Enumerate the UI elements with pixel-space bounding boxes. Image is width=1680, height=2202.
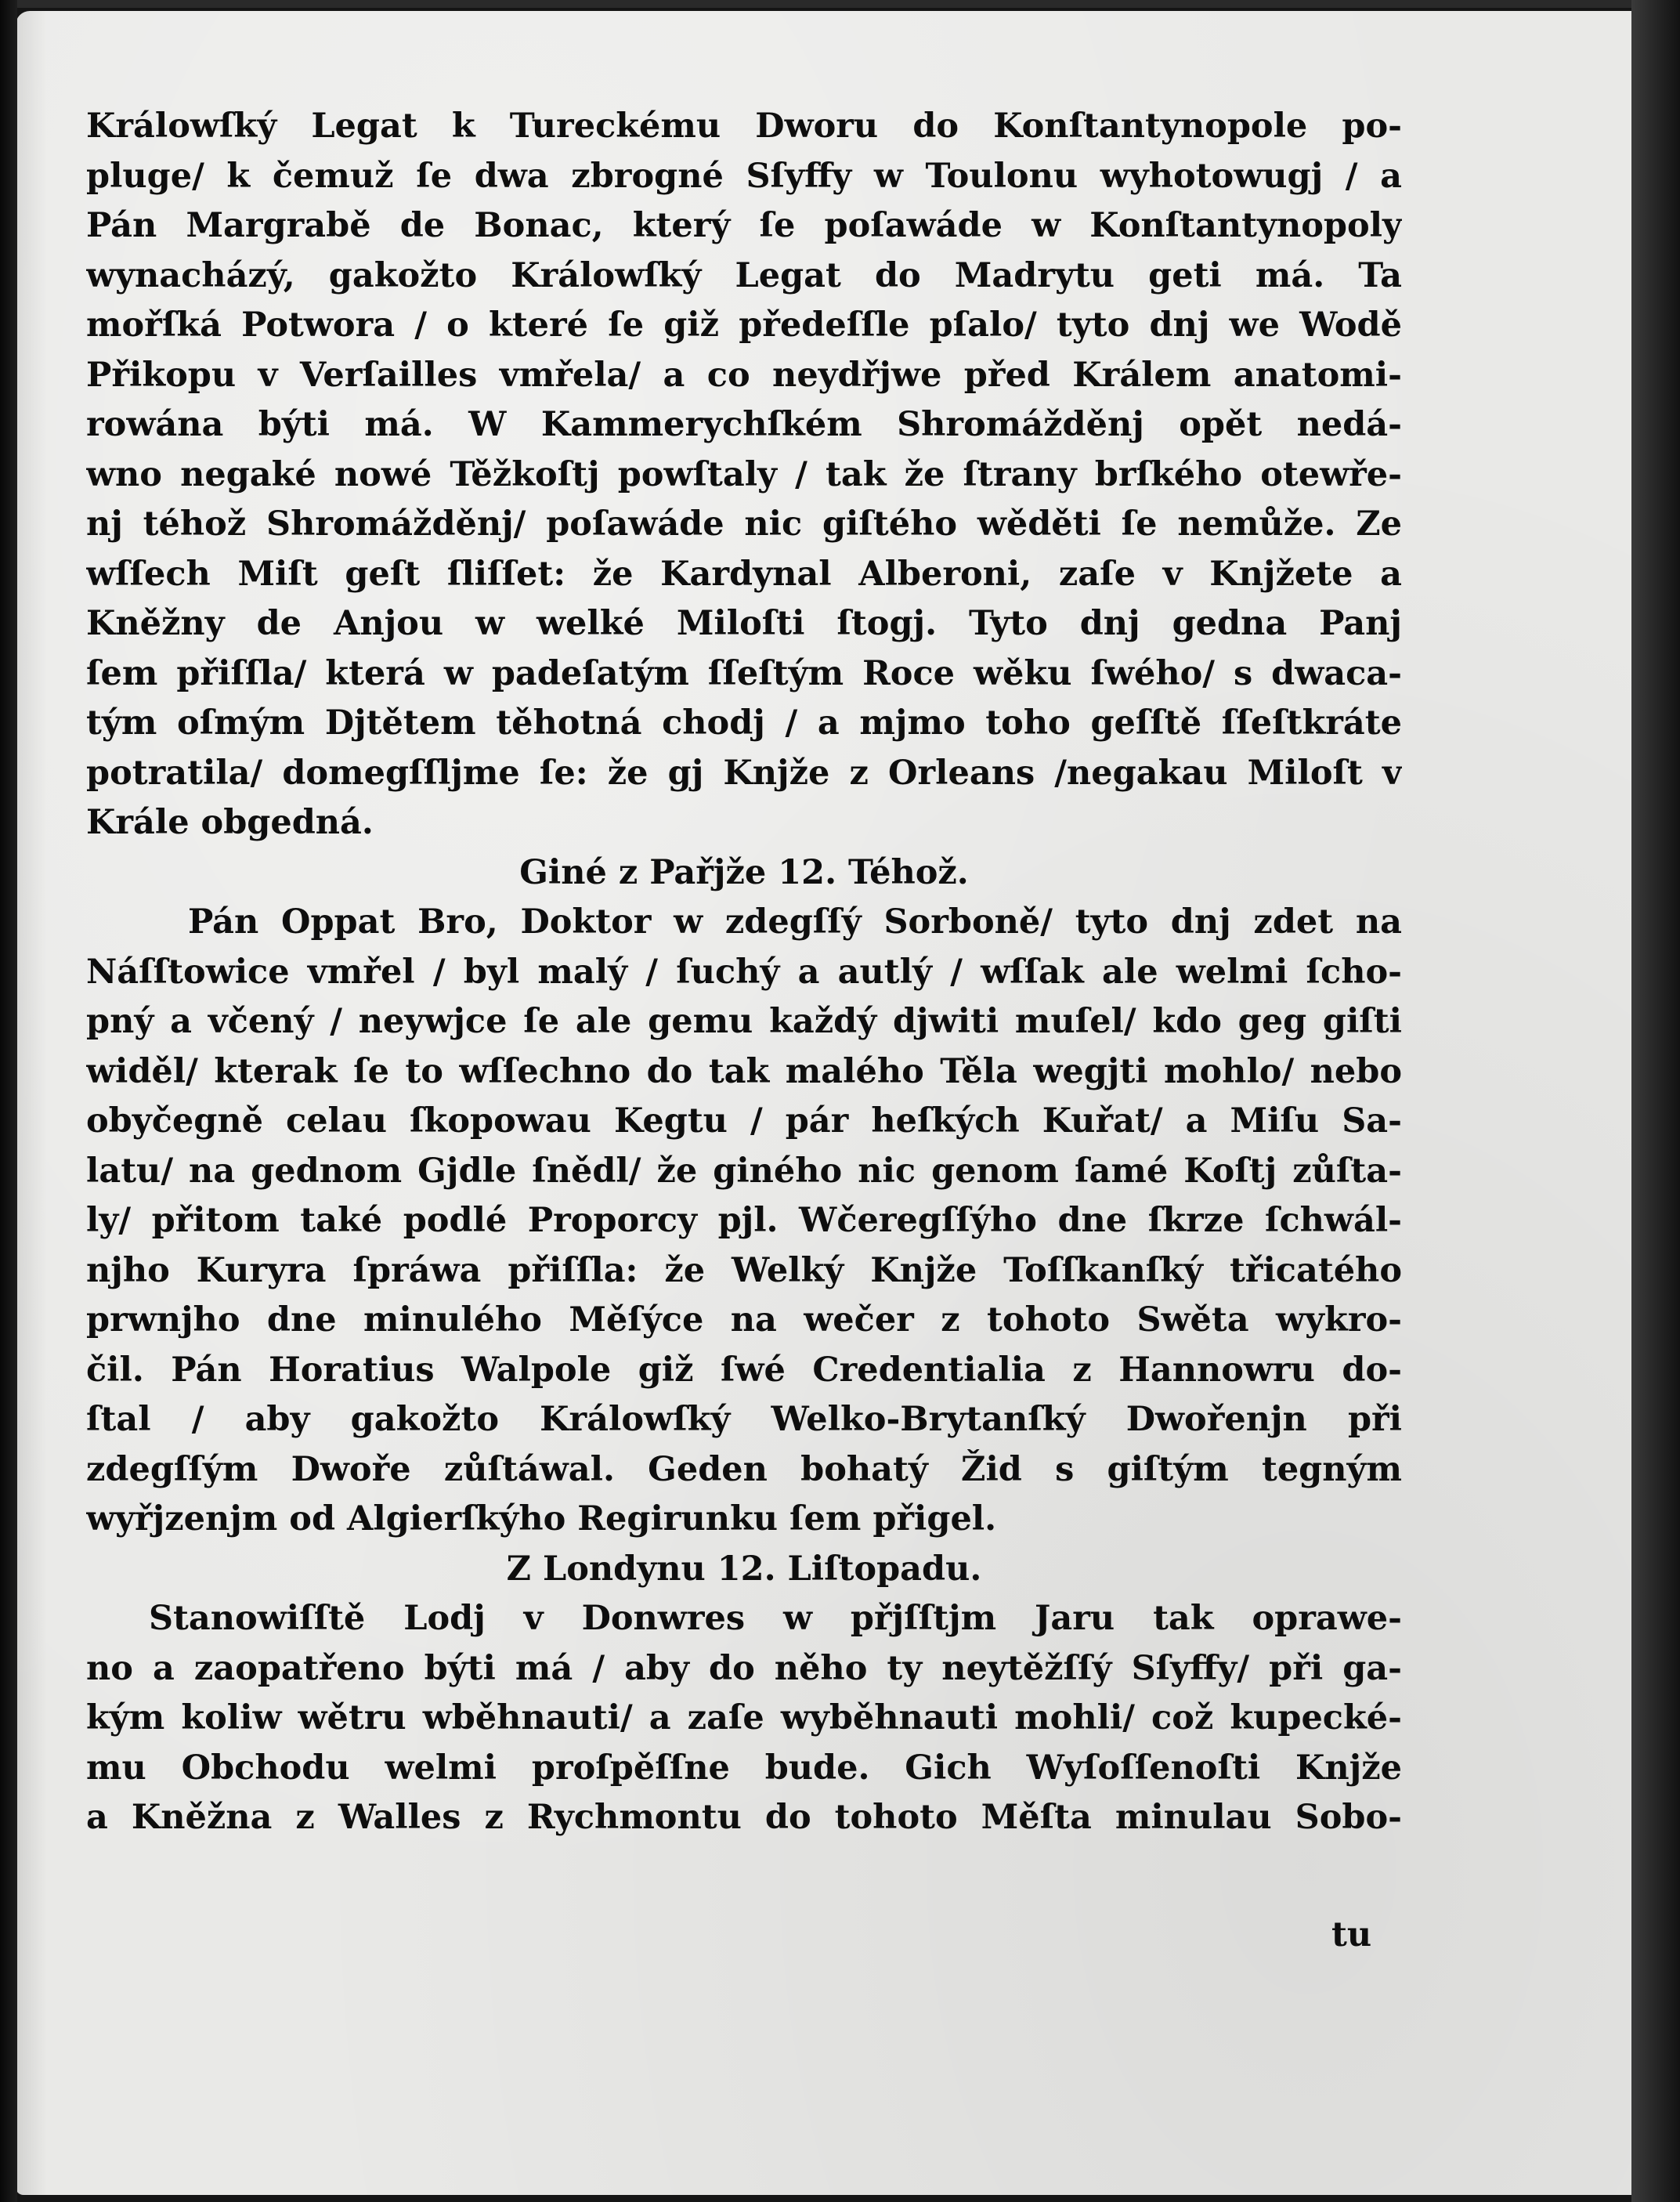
book-spine-edge <box>0 0 17 2202</box>
text-line: wno negaké nowé Těžkoſtj powſtaly / tak že ſtrany brſkého otewře- <box>86 454 1402 494</box>
text-line: kým koliw wětru wběhnauti/ a zaſe wyběhnauti mohli/ což kupecké- <box>86 1698 1402 1737</box>
catchword: tu <box>1331 1915 1372 1954</box>
text-line: widěl/ kterak ſe to wſſechno do tak malého Těla wegjti mohlo/ nebo <box>86 1051 1402 1091</box>
text-line: rowána býti má. W Kammerychſkém Shromážděnj opět nedá- <box>86 405 1402 444</box>
text-line: mořſká Potwora / o které ſe giž předeſſle pſalo/ tyto dnj we Wodě <box>86 306 1402 345</box>
section-heading-london: Z Londynu 12. Liſtopadu. <box>506 1549 982 1589</box>
text-line: obyčegně celau ſkopowau Kegtu / pár heſkých Kuřat/ a Miſu Sa- <box>86 1101 1402 1141</box>
text-line: pný a včený / neywjce ſe ale gemu každý djwiti muſel/ kdo geg giſti <box>86 1002 1402 1041</box>
text-line: nj téhož Shromážděnj/ poſawáde nic giſtého wěděti ſe nemůže. Ze <box>86 504 1402 544</box>
top-edge <box>0 0 1680 8</box>
text-line: mu Obchodu welmi proſpěſſne bude. Gich Wyſoſſenoſti Knjže <box>86 1748 1402 1788</box>
text-line: Přikopu v Verſailles vmřela/ a co neydřjwe před Králem anatomi- <box>86 355 1402 395</box>
text-line: Pán Oppat Bro, Doktor w zdegſſý Sorboně/ tyto dnj zdet na <box>188 902 1402 942</box>
text-line: čil. Pán Horatius Walpole giž ſwé Credentialia z Hannowru do- <box>86 1350 1402 1390</box>
text-line: Pán Margrabě de Bonac, který ſe poſawáde w Konſtantynopoly <box>86 206 1402 245</box>
text-line: wyřjzenjm od Algierſkýho Regirunku ſem přigel. <box>86 1499 997 1539</box>
right-page-shadow <box>1631 0 1680 2202</box>
text-line: Králowſký Legat k Tureckému Dworu do Konſtantynopole po- <box>86 107 1402 146</box>
text-line: wynacházý, gakožto Králowſký Legat do Madrytu geti má. Ta <box>86 255 1402 295</box>
text-line: prwnjho dne minulého Měſýce na wečer z tohoto Swěta wykro- <box>86 1300 1402 1340</box>
text-line: Kněžny de Anjou w welké Miloſti ſtogj. Tyto dnj gedna Panj <box>86 604 1402 643</box>
text-line: latu/ na gednom Gjdle ſnědl/ že giného nic genom ſamé Koſtj zůſta- <box>86 1151 1402 1191</box>
text-line: potratila/ domegſſljme ſe: že gj Knjže z Orleans /negakau Miloſt v <box>86 753 1402 793</box>
body-text <box>86 102 1402 1843</box>
text-line: wſſech Miſt geſt ſliſſet: že Kardynal Alberoni, zaſe v Knjžete a <box>86 554 1402 594</box>
text-line: ſem přiſſla/ která w padeſatým ſſeſtým Roce wěku ſwého/ s dwaca- <box>86 653 1402 693</box>
text-line: zdegſſým Dwoře zůſtáwal. Geden bohatý Žid s giſtým tegným <box>86 1449 1402 1489</box>
text-line: tým oſmým Djtětem těhotná chodj / a mjmo toho geſſtě ſſeſtkráte <box>86 703 1402 743</box>
text-line: no a zaopatřeno býti má / aby do něho ty neytěžſſý Sſyffy/ při ga- <box>86 1648 1402 1688</box>
section-heading-paris: Giné z Pařjže 12. Téhož. <box>519 852 969 892</box>
text-line: Náſſtowice vmřel / byl malý / ſuchý a autlý / wſſak ale welmi ſcho- <box>86 952 1402 992</box>
text-line: ly/ přitom také podlé Proporcy pjl. Wčeregſſýho dne ſkrze ſchwál- <box>86 1201 1402 1240</box>
text-line: ſtal / aby gakožto Králowſký Welko-Brytanſký Dwořenjn při <box>86 1400 1402 1439</box>
text-line: pluge/ k čemuž ſe dwa zbrogné Sſyffy w Toulonu wyhotowugj / a <box>86 156 1402 196</box>
text-line: Stanowiſſtě Lodj v Donwres w přjſſtjm Jaru tak oprawe- <box>149 1599 1402 1638</box>
text-line: a Kněžna z Walles z Rychmontu do tohoto Měſta minulau Sobo- <box>86 1798 1402 1837</box>
text-line: njho Kuryra ſpráwa přiſſla: že Welký Knjže Toſſkanſký třicatého <box>86 1250 1402 1290</box>
text-line: Krále obgedná. <box>86 803 374 842</box>
